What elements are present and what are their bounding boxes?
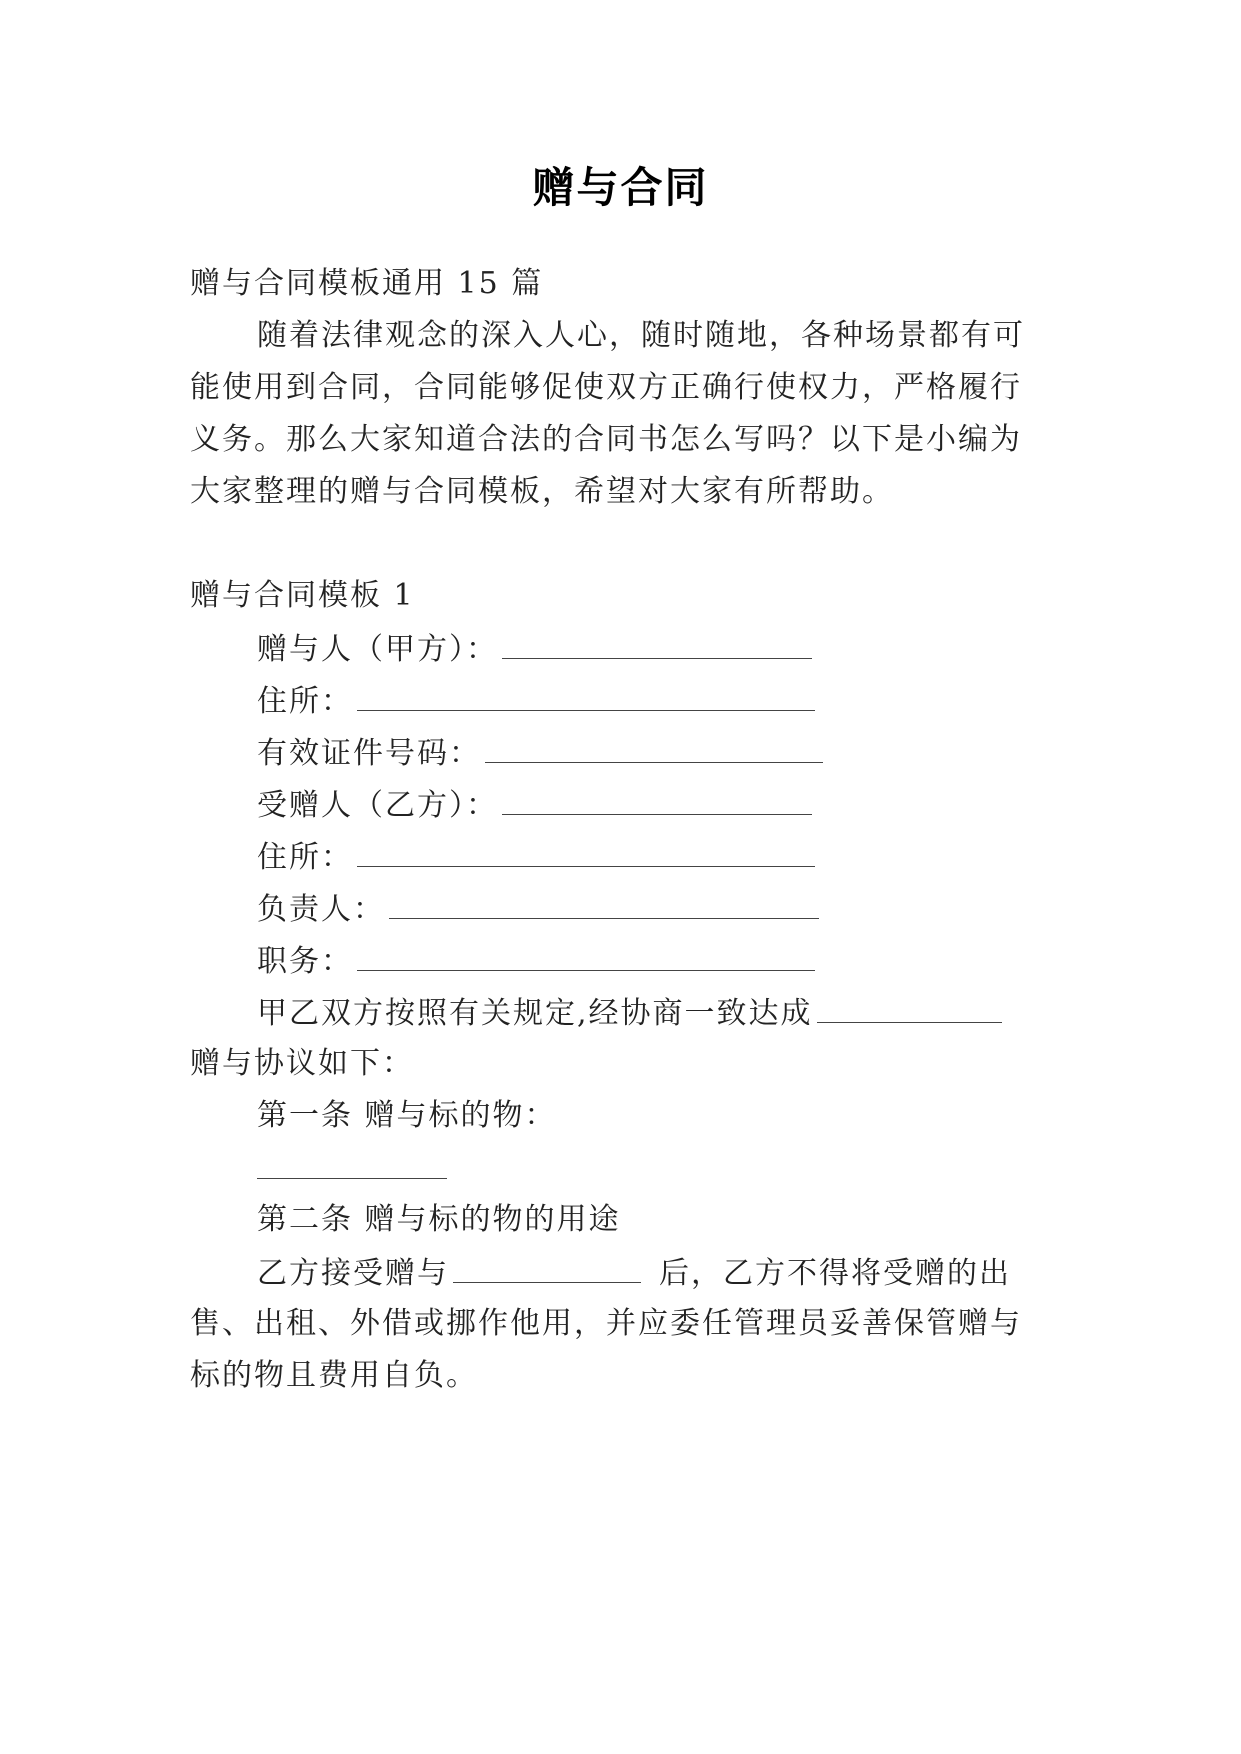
fill-in-blank[interactable] bbox=[453, 1252, 641, 1283]
fill-in-blank[interactable] bbox=[502, 628, 812, 659]
field-donor bbox=[257, 628, 812, 670]
field-responsible-person bbox=[257, 888, 819, 930]
article-2-line-2: 售、出租、外借或挪作他用，并应委任管理员妥善保管赠与 bbox=[190, 1306, 1022, 1341]
field-donor-address bbox=[257, 680, 815, 722]
intro-line-3: 义务。那么大家知道合法的合同书怎么写吗？以下是小编为 bbox=[190, 422, 1022, 457]
article-2-line-1 bbox=[257, 1252, 1011, 1294]
fill-in-blank[interactable] bbox=[257, 1148, 447, 1179]
field-donee bbox=[257, 784, 812, 826]
field-label: 住所： bbox=[257, 840, 353, 875]
document-title: 赠与合同 bbox=[532, 163, 709, 212]
field-label: 职务： bbox=[257, 944, 353, 979]
fill-in-blank[interactable] bbox=[502, 784, 812, 815]
field-label: 赠与人（甲方）： bbox=[257, 632, 498, 667]
section-heading: 赠与合同模板 1 bbox=[190, 578, 415, 613]
article-2-text-start: 乙方接受赠与 bbox=[257, 1256, 449, 1291]
agreement-line-1 bbox=[257, 992, 1002, 1034]
fill-in-blank[interactable] bbox=[357, 836, 815, 867]
fill-in-blank[interactable] bbox=[817, 992, 1002, 1023]
fill-in-blank[interactable] bbox=[485, 732, 823, 763]
fill-in-blank[interactable] bbox=[357, 680, 815, 711]
field-label: 有效证件号码： bbox=[257, 736, 481, 771]
article-2-text-end: 后，乙方不得将受赠的出 bbox=[659, 1256, 1011, 1291]
field-donee-address bbox=[257, 836, 815, 878]
intro-line-2: 能使用到合同，合同能够促使双方正确行使权力，严格履行 bbox=[190, 370, 1022, 405]
intro-line-4: 大家整理的赠与合同模板，希望对大家有所帮助。 bbox=[190, 474, 894, 509]
article-2-heading: 第二条 赠与标的物的用途 bbox=[257, 1202, 621, 1237]
article-1-blank-line bbox=[257, 1148, 447, 1190]
agreement-text: 甲乙双方按照有关规定,经协商一致达成 bbox=[257, 996, 813, 1031]
field-id-number bbox=[257, 732, 823, 774]
document-subtitle: 赠与合同模板通用 15 篇 bbox=[190, 266, 544, 301]
intro-line-1: 随着法律观念的深入人心，随时随地，各种场景都有可 bbox=[257, 318, 1025, 353]
field-label: 住所： bbox=[257, 684, 353, 719]
field-label: 负责人： bbox=[257, 892, 385, 927]
agreement-line-2: 赠与协议如下： bbox=[190, 1046, 414, 1081]
fill-in-blank[interactable] bbox=[389, 888, 819, 919]
field-label: 受赠人（乙方）： bbox=[257, 788, 498, 823]
fill-in-blank[interactable] bbox=[357, 940, 815, 971]
article-1-heading: 第一条 赠与标的物： bbox=[257, 1098, 557, 1133]
article-2-line-3: 标的物且费用自负。 bbox=[190, 1358, 478, 1393]
field-position bbox=[257, 940, 815, 982]
